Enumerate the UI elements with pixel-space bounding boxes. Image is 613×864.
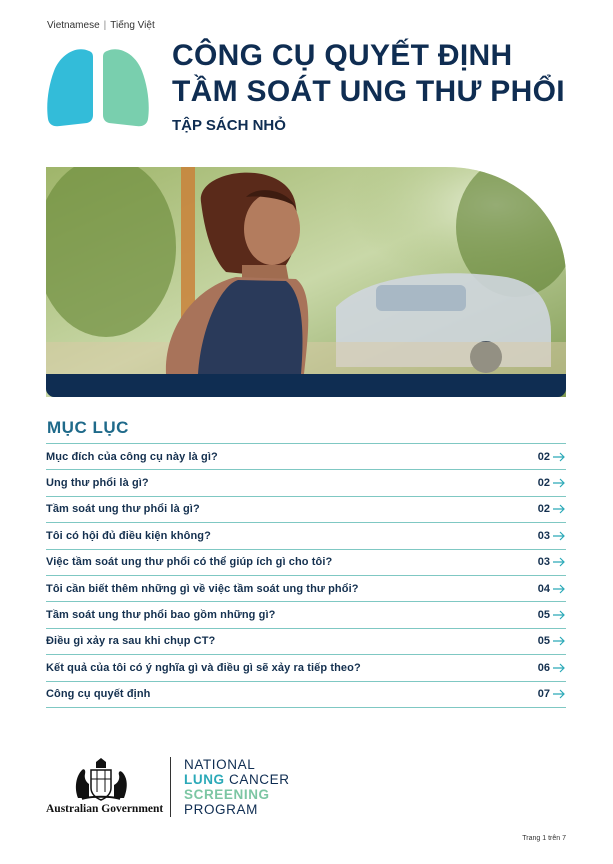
toc-item[interactable]: [46, 576, 566, 602]
arrow-right-icon: [552, 610, 566, 620]
australian-government-logo: [46, 758, 164, 818]
program-line-2-lung: LUNG: [184, 772, 225, 787]
language-english: Vietnamese: [47, 20, 100, 31]
program-logo: [184, 757, 290, 817]
toc-item-label: Tôi có hội đủ điều kiện không?: [46, 529, 211, 542]
toc-item-page: 02: [537, 450, 550, 463]
arrow-right-icon: [552, 584, 566, 594]
arrow-right-icon: [552, 452, 566, 462]
language-label: Vietnamese | Tiếng Việt: [47, 20, 155, 31]
toc-item-label: Ung thư phổi là gì?: [46, 477, 149, 490]
toc-item-page: 07: [537, 688, 550, 701]
toc-item-label: Kết quả của tôi có ý nghĩa gì và điều gì sẽ xảy ra tiếp theo?: [46, 661, 361, 674]
language-native: Tiếng Việt: [110, 20, 155, 31]
page-subtitle: TẬP SÁCH NHỎ: [172, 117, 286, 134]
toc-item[interactable]: [46, 550, 566, 576]
toc-item-page: 05: [537, 635, 550, 648]
arrow-right-icon: [552, 478, 566, 488]
arrow-right-icon: [552, 531, 566, 541]
coat-of-arms-icon: [72, 758, 130, 802]
toc-item[interactable]: [46, 655, 566, 681]
toc-item[interactable]: [46, 602, 566, 628]
toc-item[interactable]: [46, 444, 566, 470]
toc-item-page: 03: [537, 556, 550, 569]
arrow-right-icon: [552, 663, 566, 673]
toc-item-page: 05: [537, 609, 550, 622]
toc-heading: MỤC LỤC: [47, 418, 129, 437]
hero-photo: [46, 167, 566, 397]
arrow-right-icon: [552, 689, 566, 699]
toc-item-label: Tầm soát ung thư phổi là gì?: [46, 503, 200, 516]
toc-item-label: Mục đích của công cụ này là gì?: [46, 450, 218, 463]
program-line-4: PROGRAM: [184, 802, 258, 817]
toc-item-label: Tôi cần biết thêm những gì về việc tầm soát ung thư phổi?: [46, 582, 359, 595]
page-indicator: Trang 1 trên 7: [522, 835, 566, 842]
toc-item[interactable]: [46, 629, 566, 655]
program-line-3: SCREENING: [184, 787, 270, 802]
toc-item-page: 02: [537, 503, 550, 516]
toc-item-page: 04: [537, 582, 550, 595]
toc-item-label: Tầm soát ung thư phổi bao gồm những gì?: [46, 609, 276, 622]
toc-item[interactable]: [46, 682, 566, 708]
toc-item[interactable]: [46, 497, 566, 523]
title-line-2: TẦM SOÁT UNG THƯ PHỔI: [172, 75, 565, 108]
toc-item[interactable]: [46, 470, 566, 496]
toc-item-page: 03: [537, 529, 550, 542]
government-name: Australian Government: [46, 803, 164, 815]
page-title: [172, 38, 565, 110]
footer-divider: [170, 757, 171, 817]
program-line-1: NATIONAL: [184, 757, 256, 772]
toc-item-label: Việc tầm soát ung thư phổi có thể giúp ích gì cho tôi?: [46, 556, 333, 569]
arrow-right-icon: [552, 504, 566, 514]
toc-item[interactable]: [46, 523, 566, 549]
arrow-right-icon: [552, 557, 566, 567]
program-line-2-cancer: CANCER: [224, 772, 290, 787]
title-line-1: CÔNG CỤ QUYẾT ĐỊNH: [172, 39, 513, 72]
toc-item-label: Điều gì xảy ra sau khi chụp CT?: [46, 635, 216, 648]
toc-item-page: 02: [537, 477, 550, 490]
table-of-contents: [46, 443, 566, 708]
toc-item-page: 06: [537, 661, 550, 674]
lungs-logo-icon: [46, 47, 150, 127]
arrow-right-icon: [552, 636, 566, 646]
toc-item-label: Công cụ quyết định: [46, 688, 151, 701]
